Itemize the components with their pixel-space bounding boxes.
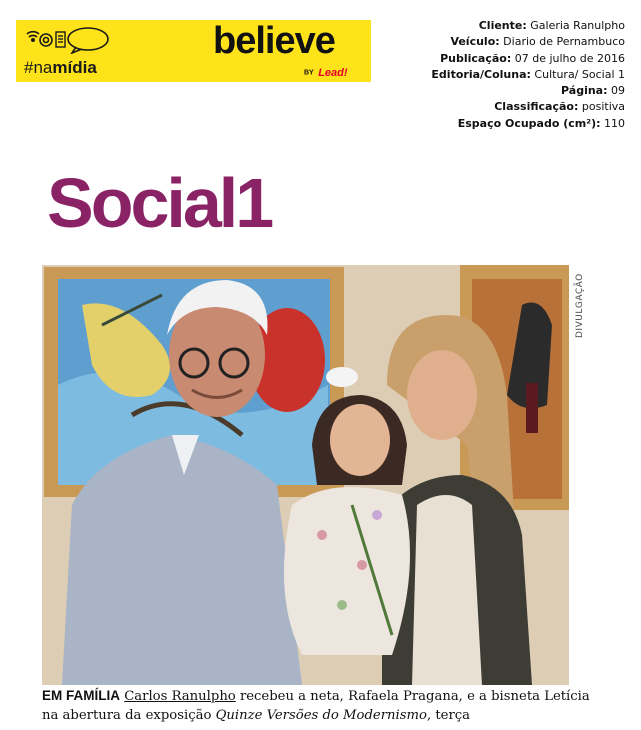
clipping-metadata — [345, 18, 625, 132]
caption-exhibition: Quinze Versões do Modernismo — [215, 708, 427, 723]
caption-lead-in: EM FAMÍLIA — [42, 688, 120, 703]
family-photo — [42, 265, 569, 685]
believe-logo: believe — [213, 20, 335, 62]
namidia-hashtag: #namídia — [24, 58, 97, 77]
photo-caption — [42, 686, 602, 725]
meta-row-espaco: Espaço Ocupado (cm²): 110 — [457, 116, 625, 130]
meta-row-cliente: Cliente: Galeria Ranulpho — [478, 19, 625, 32]
meta-row-editoria: Editoria/Coluna: Cultura/ Social 1 — [431, 67, 625, 81]
meta-row-classificacao: Classificação: positiva — [494, 100, 625, 114]
by-lead-logo: BY Lead! — [304, 66, 348, 79]
meta-row-veiculo: Veículo: Diario de Pernambuco — [450, 35, 625, 49]
meta-row-publicacao: Publicação: 07 de julho de 2016 — [440, 51, 625, 65]
photo-credit: DIVULGAÇÃO — [575, 273, 585, 338]
at-sign-icon — [40, 34, 52, 46]
media-icons — [24, 26, 114, 54]
namidia-believe-banner — [16, 20, 371, 82]
speech-bubble-icon — [68, 28, 108, 53]
caption-text-1: recebeu a neta, Rafaela Pragana, e a bisneta Letícia na abertura da exposição — [42, 689, 590, 723]
meta-row-pagina: Página: 09 — [561, 84, 625, 98]
section-title: Social1 — [47, 164, 272, 242]
wifi-icon — [27, 32, 39, 41]
caption-text-2: , terça — [426, 708, 470, 723]
newspaper-icon — [56, 32, 65, 47]
caption-name: Carlos Ranulpho — [124, 689, 236, 704]
